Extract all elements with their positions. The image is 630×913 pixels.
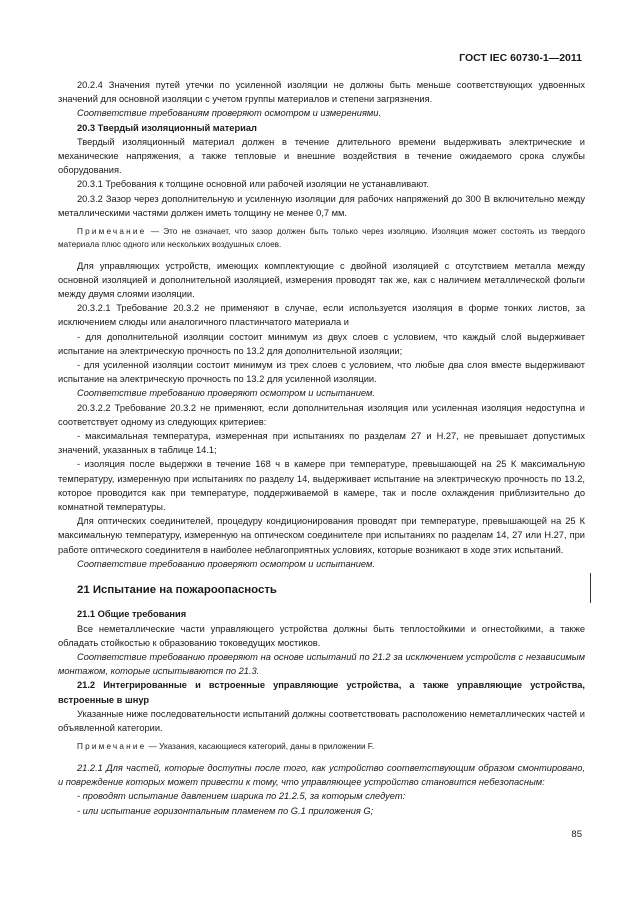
list-item-max-temperature: - максимальная температура, измеренная при испытаниях по разделам 27 и Н.27, не превышает допустимых значений, указанных в таблице 14.1; bbox=[58, 431, 585, 456]
compliance-check-test-2: Соответствие требованию проверяют осмотром и испытанием. bbox=[77, 558, 375, 569]
paragraph-double-insulation: Для управляющих устройств, имеющих комплектующие с двойной изоляцией с отсутствием металла между основной изоляцией и дополнительной изоляцией, измерения проводят так же, как с наличием металлической фольги между двумя слоями изоляции. bbox=[58, 260, 585, 300]
paragraph-solid-insulation: Твердый изоляционный материал должен в течение длительного времени выдерживать электрические и механические напряжения, а также тепловые и внешние воздействия в течение ожидаемого срока службы оборудования. bbox=[58, 136, 585, 176]
section-heading-21: 21 Испытание на пожароопасность bbox=[77, 584, 277, 597]
note-text: — Указания, касающиеся категорий, даны в приложении F. bbox=[146, 742, 375, 752]
paragraph-20-3-2-2: 20.3.2.2 Требование 20.3.2 не применяют, если дополнительная изоляция или усиленная изоляция недоступна и соответствует одному из следующих критериев: bbox=[58, 402, 585, 427]
note-label: Примечание bbox=[77, 227, 147, 237]
paragraph-20-3-1: 20.3.1 Требования к толщине основной или рабочей изоляции не устанавливают. bbox=[77, 179, 429, 190]
list-item-supplementary: - для дополнительной изоляции состоит минимум из двух слоев с условием, что каждый слой выдерживает испытание на электрическую прочность по 13.2 для дополнительной изоляции; bbox=[58, 331, 585, 356]
list-item-reinforced: - для усиленной изоляции состоит минимум из трех слоев с условием, что любые два слоя вместе выдерживают испытание на электрическую прочность по 13.2 для усиленной изоляции. bbox=[58, 360, 585, 385]
list-item-168h-chamber: - изоляция после выдержки в течение 168 ч в камере при температуре, превышающей на 25 К максимальную температуру, измеренную при испытаниях по разделу 14, выдерживает испытание на электрическую прочность по 13.2, которое проводится как при температуре, поддерживаемой в камере, так и после охлаждения приблизительно до комнатной температуры. bbox=[58, 459, 585, 513]
note-label: Примечание bbox=[77, 742, 147, 752]
compliance-check-test-1: Соответствие требованию проверяют осмотром и испытанием. bbox=[77, 388, 375, 399]
list-item-horizontal-flame: - или испытание горизонтальным пламенем по G.1 приложения G; bbox=[77, 805, 374, 816]
list-item-ball-pressure: - проводят испытание давлением шарика по 21.2.5, за которым следует: bbox=[77, 791, 406, 802]
paragraph-nonmetallic-parts: Все неметаллические части управляющего устройства должны быть теплостойкими и огнестойкими, а также обладать стойкостью к образованию токоведущих мостиков. bbox=[58, 623, 585, 648]
paragraph-test-sequences: Указанные ниже последовательности испытаний должны соответствовать расположению неметаллических частей и объявленной категории. bbox=[58, 708, 585, 733]
compliance-check-measurement: Соответствие требованиям проверяют осмотром и измерениями. bbox=[77, 108, 382, 119]
page-content bbox=[58, 78, 585, 818]
page-number: 85 bbox=[571, 829, 582, 840]
note-insulation-layers bbox=[58, 226, 585, 252]
paragraph-20-3-2: 20.3.2 Зазор через дополнительную и усиленную изоляции для рабочих напряжений до 300 В включительно между металлическими частями должен иметь толщину не менее 0,7 мм. bbox=[58, 193, 585, 218]
paragraph-optical-connectors: Для оптических соединителей, процедуру кондиционирования проводят при температуре, превышающей на 25 К максимальную температуру, измеренную на оптическом соединителе при испытаниях по разделам 14, 27 или Н.27, при работе оптического соединителя в наиболее неблагоприятных условиях, которые возникают в ходе этих испытаний. bbox=[58, 516, 585, 555]
subsection-heading-20-3: 20.3 Твердый изоляционный материал bbox=[77, 122, 257, 133]
paragraph-21-2-1: 21.2.1 Для частей, которые доступны после того, как устройство соответствующим образом смонтировано, и повреждение которых может привести к тому, что управляющее устройство становится небезопасным: bbox=[58, 762, 585, 788]
subsection-heading-21-1: 21.1 Общие требования bbox=[77, 609, 187, 620]
standard-header: ГОСТ IEC 60730-1—2011 bbox=[459, 52, 582, 64]
paragraph-20-2-4: 20.2.4 Значения путей утечки по усиленной изоляции не должны быть меньше соответствующих удвоенных значений для основной изоляции с учетом группы материалов и степени загрязнения. bbox=[58, 80, 585, 105]
note-text: — Это не означает, что зазор должен быть только через изоляцию. Изоляция может состоять из твердого материала плюс одного или нескольких воздушных слоев. bbox=[58, 227, 585, 249]
change-margin-bar bbox=[590, 573, 591, 603]
paragraph-20-3-2-1: 20.3.2.1 Требование 20.3.2 не применяют в случае, если используется изоляция в форме тонких листов, за исключением слюды или аналогичного пластинчатого материала и bbox=[58, 303, 585, 328]
subsection-heading-21-2: 21.2 Интегрированные и встроенные управляющие устройства, а также управляющие устройства, встроенные в шнур bbox=[58, 680, 585, 705]
compliance-check-21-2: Соответствие требованию проверяют на основе испытаний по 21.2 за исключением устройств с независимым монтажом, которые испытываются по 21.3. bbox=[58, 651, 585, 677]
note-categories bbox=[58, 741, 585, 754]
